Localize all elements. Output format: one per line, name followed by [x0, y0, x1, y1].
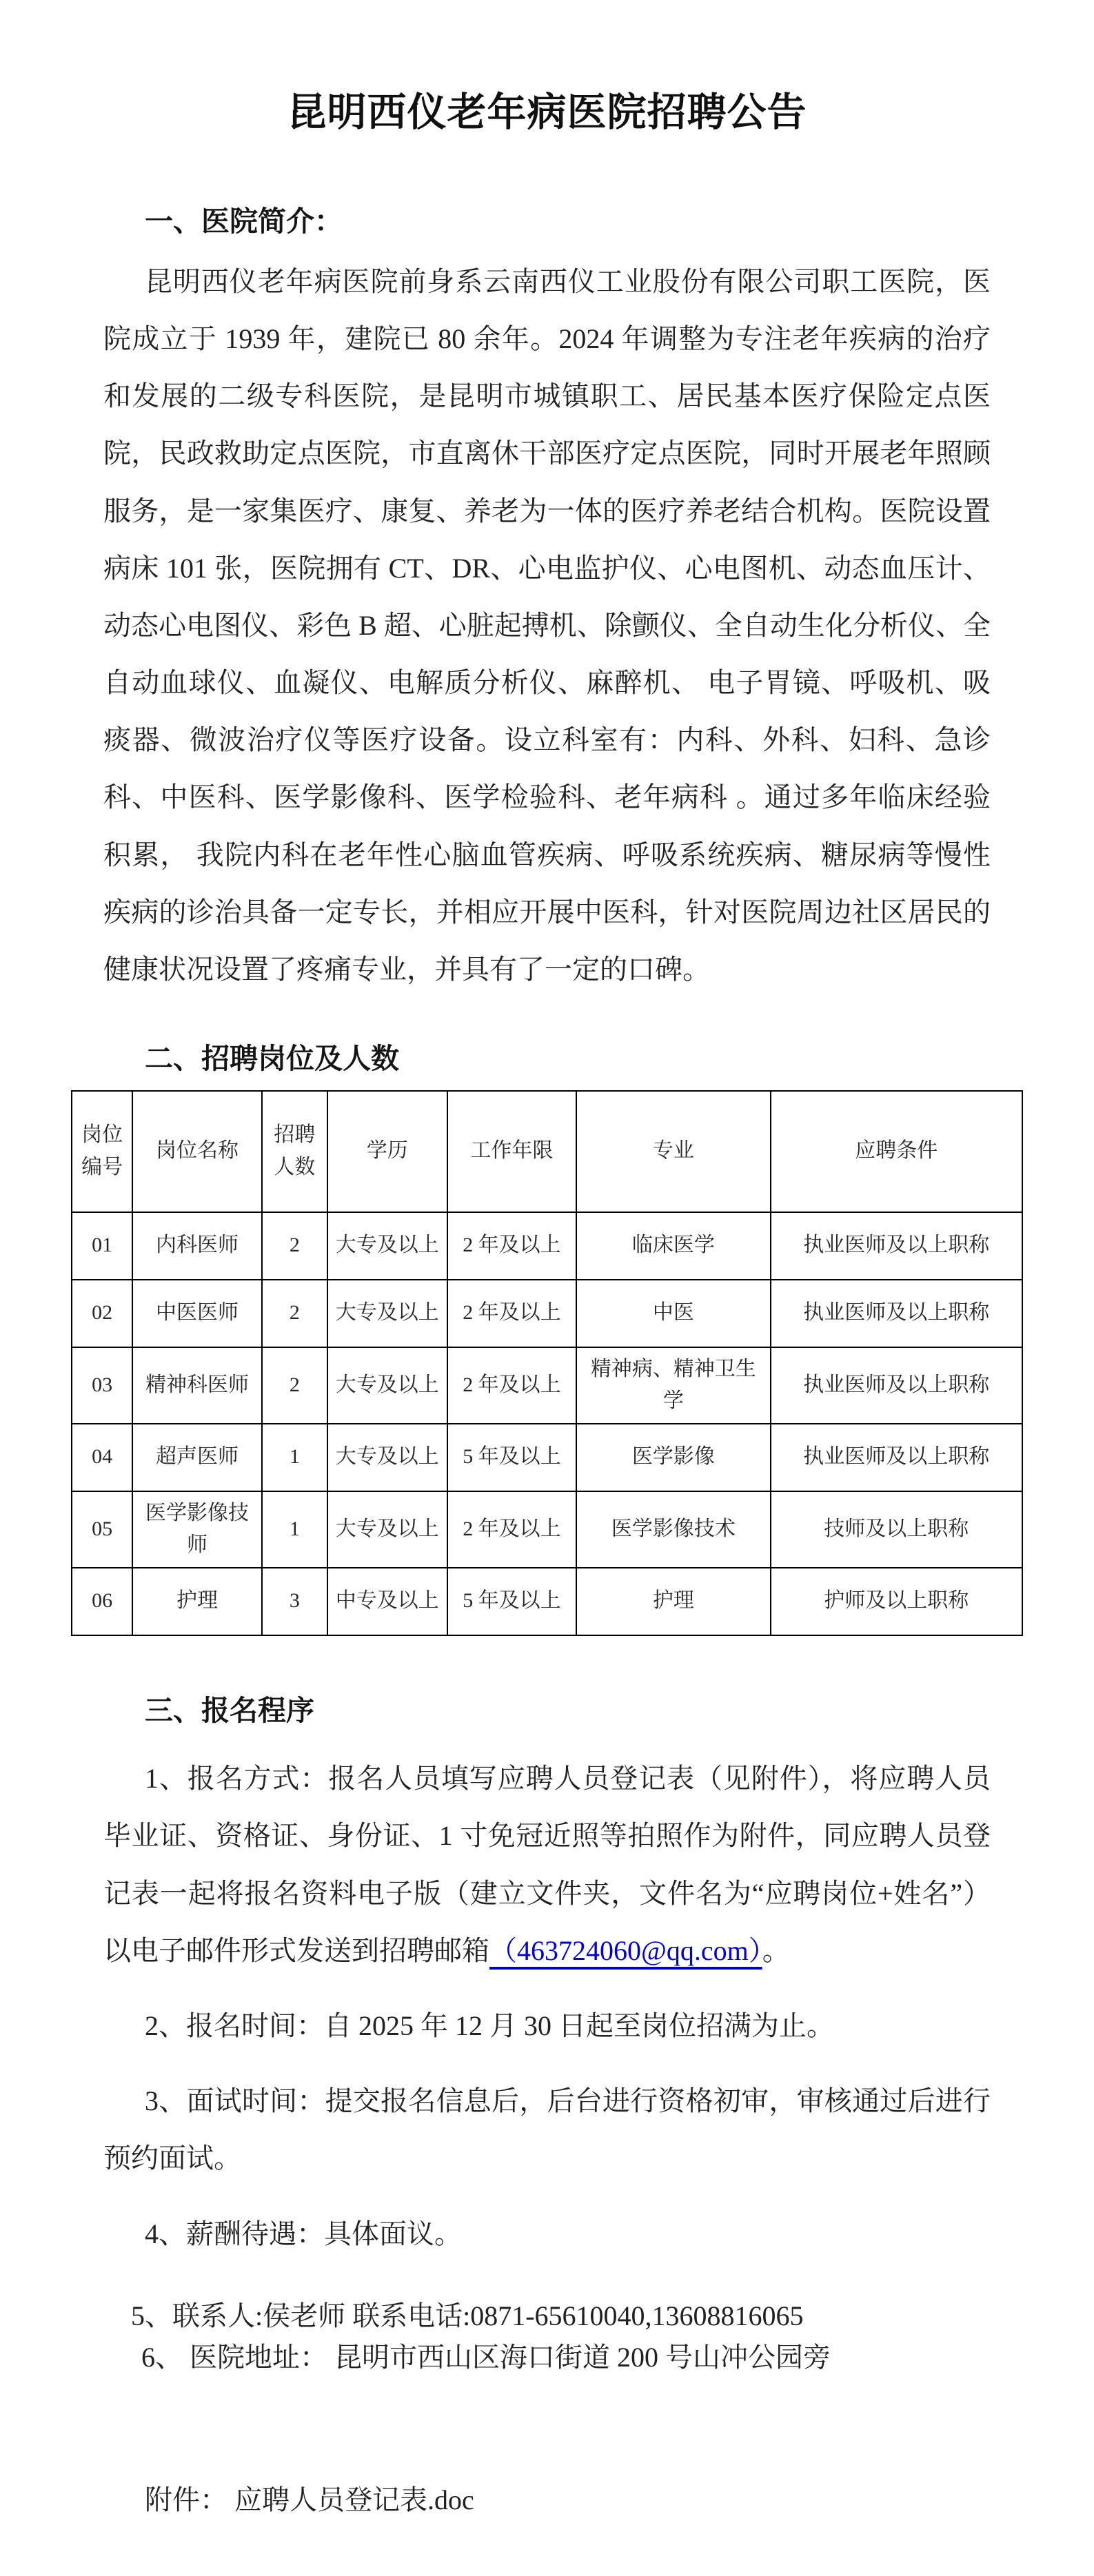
cell-position-code: 04: [72, 1424, 132, 1491]
cell-major: 临床医学: [576, 1212, 770, 1280]
cell-position-code: 02: [72, 1280, 132, 1347]
cell-requirements: 执业医师及以上职称: [771, 1212, 1022, 1280]
header-cell-experience: 工作年限: [447, 1091, 577, 1212]
header-cell-major: 专业: [576, 1091, 770, 1212]
cell-education: 大专及以上: [327, 1424, 447, 1491]
cell-headcount: 2: [262, 1280, 327, 1347]
cell-requirements: 护师及以上职称: [771, 1568, 1022, 1635]
section-3-heading: 三、报名程序: [145, 1694, 314, 1726]
table-row: [72, 1212, 1022, 1280]
table-row: [72, 1280, 1022, 1347]
recruitment-email-link[interactable]: （463724060@qq.com）: [489, 1934, 762, 1966]
section-1-heading: 一、医院简介：: [145, 205, 343, 238]
table-row: [72, 1424, 1022, 1491]
cell-position-name: 中医医师: [132, 1280, 262, 1347]
header-cell-requirements: 应聘条件: [771, 1091, 1022, 1212]
cell-requirements: 执业医师及以上职称: [771, 1424, 1022, 1491]
cell-education: 大专及以上: [327, 1491, 447, 1568]
cell-experience: 5 年及以上: [447, 1568, 577, 1635]
contact-person-line: 5、联系人:侯老师 联系电话:0871-65610040,13608816065: [131, 2300, 804, 2331]
procedure-item-1-period: 。: [762, 1934, 790, 1966]
cell-headcount: 1: [262, 1491, 327, 1568]
table-row: [72, 1347, 1022, 1424]
header-cell-headcount: 招聘人数: [262, 1091, 327, 1212]
procedure-item-3: 3、面试时间：提交报名信息后，后台进行资格初审，审核通过后进行预约面试。: [103, 2085, 991, 2174]
cell-position-name: 精神科医师: [132, 1347, 262, 1424]
cell-major: 中医: [576, 1280, 770, 1347]
cell-education: 大专及以上: [327, 1280, 447, 1347]
cell-requirements: 执业医师及以上职称: [771, 1347, 1022, 1424]
hospital-address-line: 6、 医院地址： 昆明市西山区海口街道 200 号山冲公园旁: [141, 2342, 831, 2373]
cell-requirements: 技师及以上职称: [771, 1491, 1022, 1568]
attachment-label: 附件： 应聘人员登记表.doc: [145, 2484, 474, 2516]
recruitment-positions-table: [71, 1090, 1023, 1636]
header-cell-position-name: 岗位名称: [132, 1091, 262, 1212]
section-2-heading: 二、招聘岗位及人数: [145, 1043, 399, 1075]
procedure-item-1-text: 1、报名方式：报名人员填写应聘人员登记表（见附件），将应聘人员毕业证、资格证、身份证、1 寸免冠近照等拍照作为附件，同应聘人员登记表一起将报名资料电子版（建立文件夹，文件名为“应聘岗位+姓名”）以电子邮件形式发送到招聘邮箱: [103, 1763, 991, 1966]
cell-position-code: 05: [72, 1491, 132, 1568]
procedure-item-4: 4、薪酬待遇：具体面议。: [145, 2218, 462, 2249]
procedure-item-2: 2、报名时间：自 2025 年 12 月 30 日起至岗位招满为止。: [145, 2010, 834, 2041]
header-cell-education: 学历: [327, 1091, 447, 1212]
table-row: [72, 1568, 1022, 1635]
cell-position-code: 01: [72, 1212, 132, 1280]
procedure-item-1: [103, 1750, 991, 1979]
cell-headcount: 3: [262, 1568, 327, 1635]
cell-position-name: 护理: [132, 1568, 262, 1635]
contact-block: [103, 2297, 991, 2378]
cell-major: 精神病、精神卫生学: [576, 1347, 770, 1424]
cell-position-name: 超声医师: [132, 1424, 262, 1491]
cell-position-name: 内科医师: [132, 1212, 262, 1280]
cell-education: 大专及以上: [327, 1212, 447, 1280]
cell-major: 护理: [576, 1568, 770, 1635]
header-cell-position-code: 岗位编号: [72, 1091, 132, 1212]
cell-headcount: 2: [262, 1347, 327, 1424]
hospital-intro-paragraph: 昆明西仪老年病医院前身系云南西仪工业股份有限公司职工医院，医院成立于 1939 年，建院已 80 余年。2024 年调整为专注老年疾病的治疗和发展的二级专科医院，是昆明市城镇职工、居民基本医疗保险定点医院，民政救助定点医院，市直离休干部医疗定点医院，同时开展老年照顾服务，是一家集医疗、康复、养老为一体的医疗养老结合机构。医院设置病床 101 张，医院拥有 CT、DR、心电监护仪、心电图机、动态血压计、 动态心电图仪、彩色 B 超、心脏起搏机、除颤仪、全自动生化分析仪、全自动血球仪、血凝仪、电解质分析仪、麻醉机、 电子胃镜、呼吸机、吸痰器、微波治疗仪等医疗设备。设立科室有：内科、外科、妇科、急诊科、中医科、医学影像科、医学检验科、老年病科 。通过多年临床经验积累， 我院内科在老年性心脑血管疾病、呼吸系统疾病、糖尿病等慢性疾病的诊治具备一定专长，并相应开展中医科，针对医院周边社区居民的健康状况设置了疼痛专业，并具有了一定的口碑。: [103, 265, 991, 985]
cell-requirements: 执业医师及以上职称: [771, 1280, 1022, 1347]
table-header-row: [72, 1091, 1022, 1212]
cell-education: 大专及以上: [327, 1347, 447, 1424]
cell-position-code: 03: [72, 1347, 132, 1424]
cell-major: 医学影像: [576, 1424, 770, 1491]
cell-experience: 2 年及以上: [447, 1280, 577, 1347]
cell-experience: 2 年及以上: [447, 1347, 577, 1424]
table-row: [72, 1491, 1022, 1568]
cell-headcount: 2: [262, 1212, 327, 1280]
cell-headcount: 1: [262, 1424, 327, 1491]
cell-education: 中专及以上: [327, 1568, 447, 1635]
document-title: 昆明西仪老年病医院招聘公告: [287, 91, 807, 134]
cell-position-name: 医学影像技师: [132, 1491, 262, 1568]
cell-experience: 5 年及以上: [447, 1424, 577, 1491]
cell-experience: 2 年及以上: [447, 1491, 577, 1568]
cell-experience: 2 年及以上: [447, 1212, 577, 1280]
cell-position-code: 06: [72, 1568, 132, 1635]
cell-major: 医学影像技术: [576, 1491, 770, 1568]
